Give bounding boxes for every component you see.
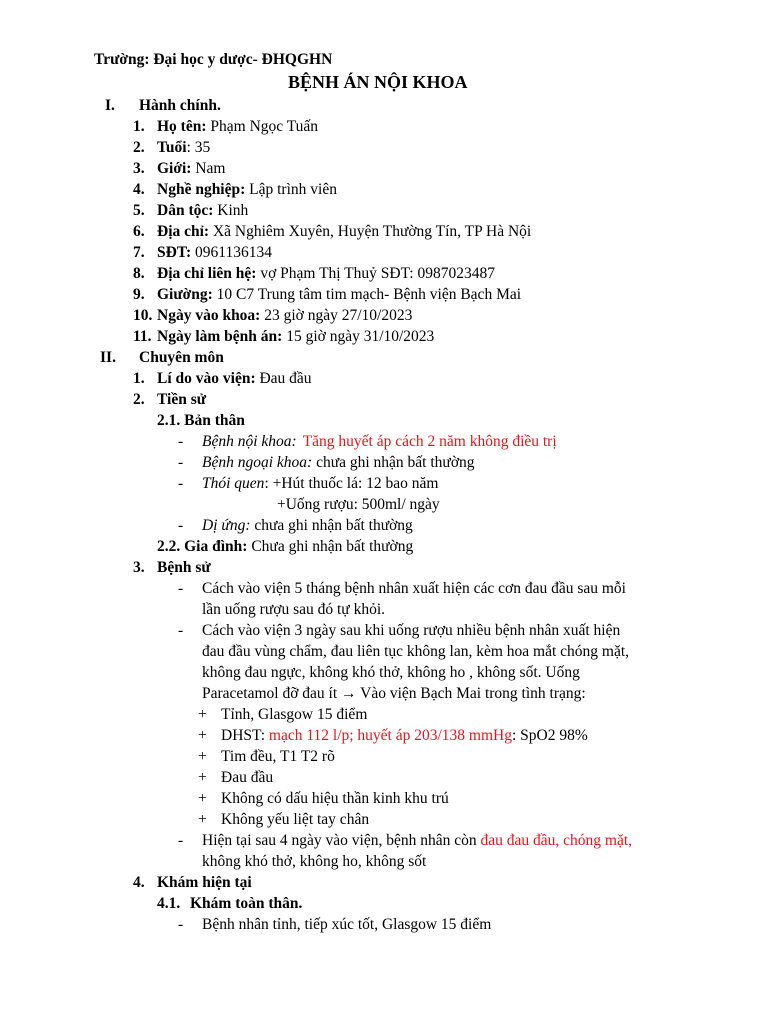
item-label: 2.2. Gia đình: xyxy=(157,538,248,555)
exam-sub-number: 4.1. xyxy=(157,895,181,912)
item-label: Nghề nghiệp: xyxy=(157,181,246,198)
item-number: 4. xyxy=(133,874,145,891)
illness-paragraph-2: Cách vào viện 3 ngày sau khi uống rượu nhiều bệnh nhân xuất hiện xyxy=(202,622,621,639)
item-value: Hiện tại sau 4 ngày vào viện, bệnh nhân còn xyxy=(202,832,481,849)
item-label: Lí do vào viện: xyxy=(157,370,256,387)
bullet-dash: - xyxy=(178,454,184,471)
admission-reason xyxy=(157,369,312,389)
bullet-plus: + xyxy=(198,811,207,828)
bullet-dash: - xyxy=(178,517,184,534)
item-number: 1. xyxy=(133,370,145,387)
item-value: chưa ghi nhận bất thường xyxy=(250,517,413,534)
exam-sub-heading: Khám toàn thân. xyxy=(190,895,303,912)
item-label: Ngày làm bệnh án: xyxy=(157,328,283,345)
admin-item-gender xyxy=(157,159,225,179)
illness-heading: Bệnh sử xyxy=(157,559,211,576)
item-number: 4. xyxy=(133,181,145,198)
item-number: 5. xyxy=(133,202,145,219)
family-history xyxy=(157,537,413,557)
bullet-plus: + xyxy=(198,748,207,765)
item-label: Bệnh nội khoa: xyxy=(202,433,297,450)
status-item: Tỉnh, Glasgow 15 điểm xyxy=(221,706,368,723)
item-number: 2. xyxy=(133,391,145,408)
item-number: 1. xyxy=(133,118,145,135)
item-number: 6. xyxy=(133,223,145,240)
illness-paragraph-2-line4: Paracetamol đỡ đau ít → Vào viện Bạch Mai trong tình trạng: xyxy=(202,685,586,702)
admin-item-ethnicity xyxy=(157,201,248,221)
item-value: : SpO2 98% xyxy=(511,727,588,744)
illness-paragraph-3-line2: không khó thở, không ho, không sốt xyxy=(202,853,427,870)
school-name: Trường: Đại học y dược- ĐHQGHN xyxy=(94,51,333,68)
item-label: Dân tộc: xyxy=(157,202,214,219)
bullet-plus: + xyxy=(198,727,207,744)
item-value: Kinh xyxy=(213,202,249,219)
item-value-highlight: Tăng huyết áp cách 2 năm không điều trị xyxy=(302,433,557,450)
item-value: Chưa ghi nhận bất thường xyxy=(247,538,414,555)
illness-paragraph-2-line3: không đau ngực, không khó thở, không ho , không sốt. Uống xyxy=(202,664,580,681)
admin-item-age xyxy=(157,138,210,158)
item-value: Lập trình viên xyxy=(245,181,337,198)
bullet-plus: + xyxy=(198,706,207,723)
admin-item-bed xyxy=(157,285,521,305)
item-value-highlight: đau đau đầu, chóng mặt, xyxy=(480,832,633,849)
bullet-plus: + xyxy=(198,769,207,786)
item-label: Tuổi xyxy=(157,139,187,156)
section-2-number: II. xyxy=(100,349,116,366)
item-label: Dị ứng: xyxy=(202,517,251,534)
item-value: Phạm Ngọc Tuấn xyxy=(206,118,319,135)
history-heading: Tiền sử xyxy=(157,391,207,408)
item-value-highlight: mạch 112 l/p; huyết áp 203/138 mmHg xyxy=(268,727,512,744)
item-number: 3. xyxy=(133,160,145,177)
internal-medicine-history xyxy=(202,432,557,452)
self-history-heading: 2.1. Bản thân xyxy=(157,412,245,429)
exam-heading: Khám hiện tại xyxy=(157,874,252,891)
item-value: Xã Nghiêm Xuyên, Huyện Thường Tín, TP Hà Nội xyxy=(209,223,532,240)
item-value: : 35 xyxy=(186,139,211,156)
illness-paragraph-3 xyxy=(202,831,632,851)
item-label: Ngày vào khoa: xyxy=(157,307,261,324)
admin-item-phone xyxy=(157,243,272,263)
item-number: 2. xyxy=(133,139,145,156)
admin-item-name xyxy=(157,117,318,137)
item-label: Thói quen xyxy=(202,475,265,492)
section-1-number: I. xyxy=(105,97,115,114)
admin-item-contact xyxy=(157,264,495,284)
item-label: Họ tên: xyxy=(157,118,207,135)
item-value: Nam xyxy=(191,160,226,177)
illness-paragraph-1: Cách vào viện 5 tháng bệnh nhân xuất hiện các cơn đau đầu sau mỗi xyxy=(202,580,626,597)
item-label: SĐT: xyxy=(157,244,192,261)
item-number: 11. xyxy=(133,328,152,345)
surgical-history xyxy=(202,453,475,473)
bullet-dash: - xyxy=(178,832,184,849)
item-value: : +Hút thuốc lá: 12 bao năm xyxy=(264,475,439,492)
admin-item-admission-date xyxy=(157,306,412,326)
item-value: 10 C7 Trung tâm tim mạch- Bệnh viện Bạch Mai xyxy=(212,286,522,303)
status-item: Không yếu liệt tay chân xyxy=(221,811,370,828)
status-item: Đau đầu xyxy=(221,769,274,786)
illness-paragraph-1-line2: lần uống rượu sau đó tự khỏi. xyxy=(202,601,385,618)
item-label: Địa chỉ liên hệ: xyxy=(157,265,257,282)
item-label: Giường: xyxy=(157,286,213,303)
document-title: BỆNH ÁN NỘI KHOA xyxy=(288,72,468,92)
habits-history-line2: +Uống rượu: 500ml/ ngày xyxy=(277,496,440,513)
bullet-dash: - xyxy=(178,622,184,639)
item-number: 8. xyxy=(133,265,145,282)
item-label: Giới: xyxy=(157,160,192,177)
section-2-heading: Chuyên môn xyxy=(139,349,224,366)
item-number: 10. xyxy=(133,307,153,324)
admin-item-occupation xyxy=(157,180,337,200)
status-item: Tim đều, T1 T2 rõ xyxy=(221,748,335,765)
bullet-dash: - xyxy=(178,475,184,492)
bullet-dash: - xyxy=(178,916,184,933)
item-value: 0961136134 xyxy=(191,244,272,261)
status-item: Không có dấu hiệu thần kinh khu trú xyxy=(221,790,449,807)
item-value: vợ Phạm Thị Thuỷ SĐT: 0987023487 xyxy=(256,265,495,282)
allergy-history xyxy=(202,516,413,536)
exam-item: Bệnh nhân tỉnh, tiếp xúc tốt, Glasgow 15 điểm xyxy=(202,916,492,933)
bullet-plus: + xyxy=(198,790,207,807)
habits-history xyxy=(202,474,438,494)
item-number: 9. xyxy=(133,286,145,303)
item-value: 15 giờ ngày 31/10/2023 xyxy=(282,328,435,345)
item-value: Đau đầu xyxy=(255,370,312,387)
section-1-heading: Hành chính. xyxy=(139,97,221,114)
item-number: 3. xyxy=(133,559,145,576)
vital-signs xyxy=(221,726,588,746)
bullet-dash: - xyxy=(178,580,184,597)
admin-item-record-date xyxy=(157,327,434,347)
item-label: DHST: xyxy=(221,727,269,744)
item-label: Địa chỉ: xyxy=(157,223,210,240)
bullet-dash: - xyxy=(178,433,184,450)
admin-item-address xyxy=(157,222,531,242)
illness-paragraph-2-line2: đau đầu vùng chẩm, đau liên tục không lan, kèm hoa mắt chóng mặt, xyxy=(202,643,629,660)
item-value: 23 giờ ngày 27/10/2023 xyxy=(260,307,413,324)
item-value: chưa ghi nhận bất thường xyxy=(312,454,475,471)
item-label: Bệnh ngoại khoa: xyxy=(202,454,313,471)
item-number: 7. xyxy=(133,244,145,261)
